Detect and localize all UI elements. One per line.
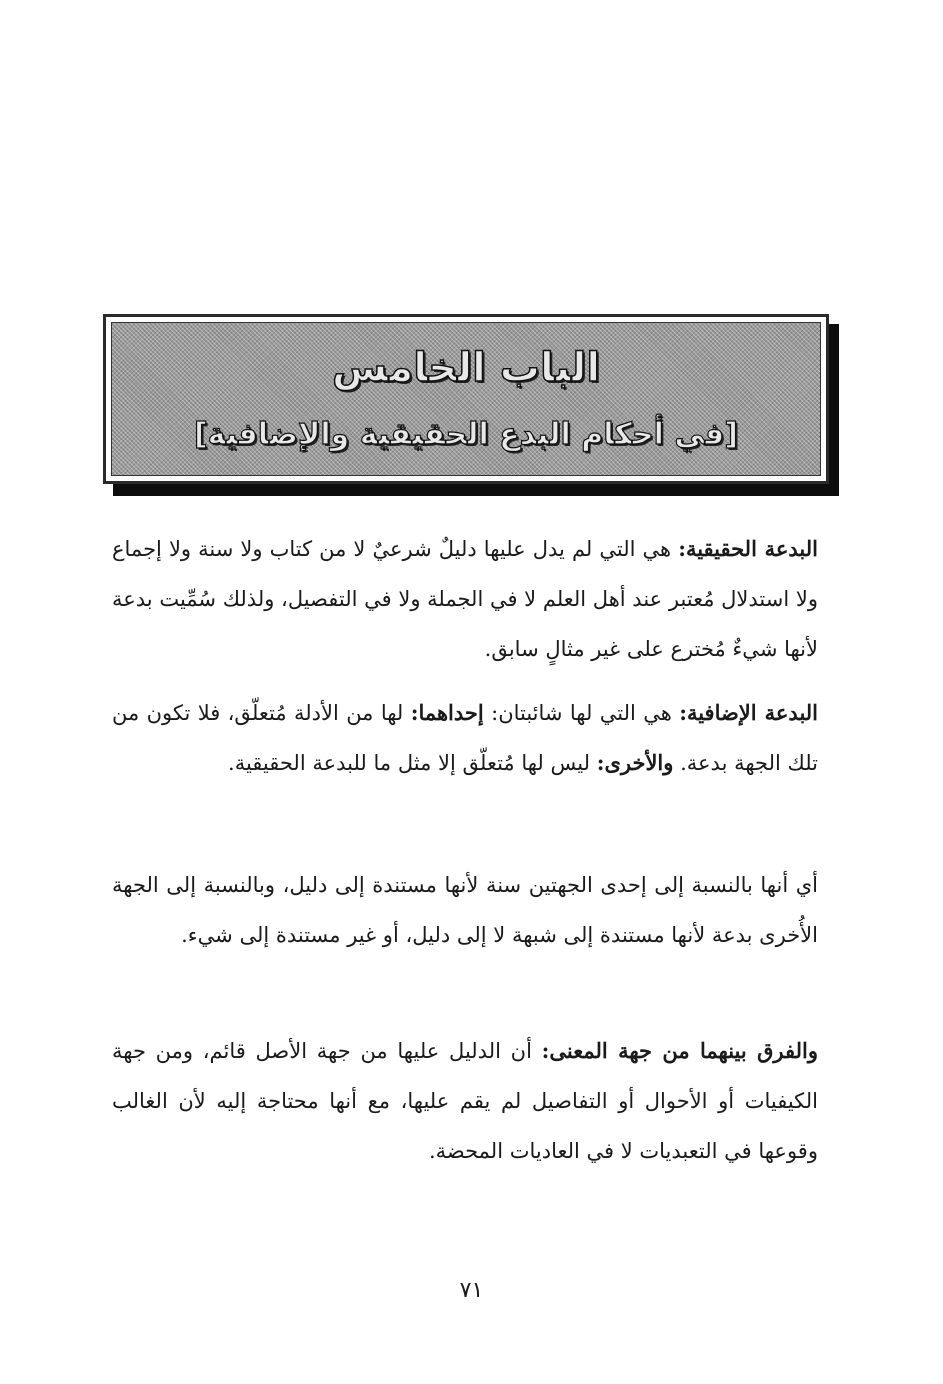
title-box-frame (103, 314, 829, 484)
paragraph-lead: والفرق بينهما من جهة المعنى: (541, 1038, 818, 1063)
paragraph-explanation (112, 860, 818, 960)
paragraph-text: أي أنها بالنسبة إلى إحدى الجهتين سنة لأنها مستندة إلى دليل، وبالنسبة إلى الجهة الأُخرى بدعة لأنها مستندة إلى شبهة لا إلى دليل، أو غير مستندة إلى شيء. (112, 873, 818, 947)
paragraph-text: هي التي لها شائبتان: (483, 701, 680, 725)
paragraph-additional-bidah (112, 688, 818, 788)
page-number: ٧١ (459, 1278, 484, 1303)
paragraph-lead: البدعة الحقيقية: (678, 536, 818, 561)
paragraph-text: هي التي لم يدل عليها دليلٌ شرعيٌ لا من كتاب ولا سنة ولا إجماع ولا استدلال مُعتبر عند أهل العلم لا في الجملة ولا في التفصيل، ولذلك سُمِّيت بدعة لأنها شيءٌ مُخترع على غير مثالٍ سابق. (112, 537, 818, 661)
paragraph-real-bidah (112, 524, 818, 674)
paragraph-text: لها من الأدلة مُتعلّق، فلا تكون من تلك الجهة بدعة. (112, 701, 818, 775)
chapter-title-box (103, 314, 839, 486)
paragraph-lead: البدعة الإضافية: (679, 700, 819, 725)
paragraph-lead: إحداهما: (410, 700, 484, 725)
paragraph-text: أن الدليل عليها من جهة الأصل قائم، ومن جهة الكيفيات أو الأحوال أو التفاصيل لم يقم عليها، مع أنها محتاجة إليه لأن الغالب وقوعها في التعبديات لا في العاديات المحضة. (112, 1039, 818, 1163)
paragraph-difference (112, 1026, 818, 1176)
chapter-subtitle: [في أحكام البدع الحقيقية والإضافية] (193, 417, 739, 452)
chapter-title: الباب الخامس (331, 345, 601, 391)
paragraph-text: ليس لها مُتعلّق إلا مثل ما للبدعة الحقيقية. (228, 751, 597, 775)
paragraph-lead: والأخرى: (596, 750, 674, 775)
